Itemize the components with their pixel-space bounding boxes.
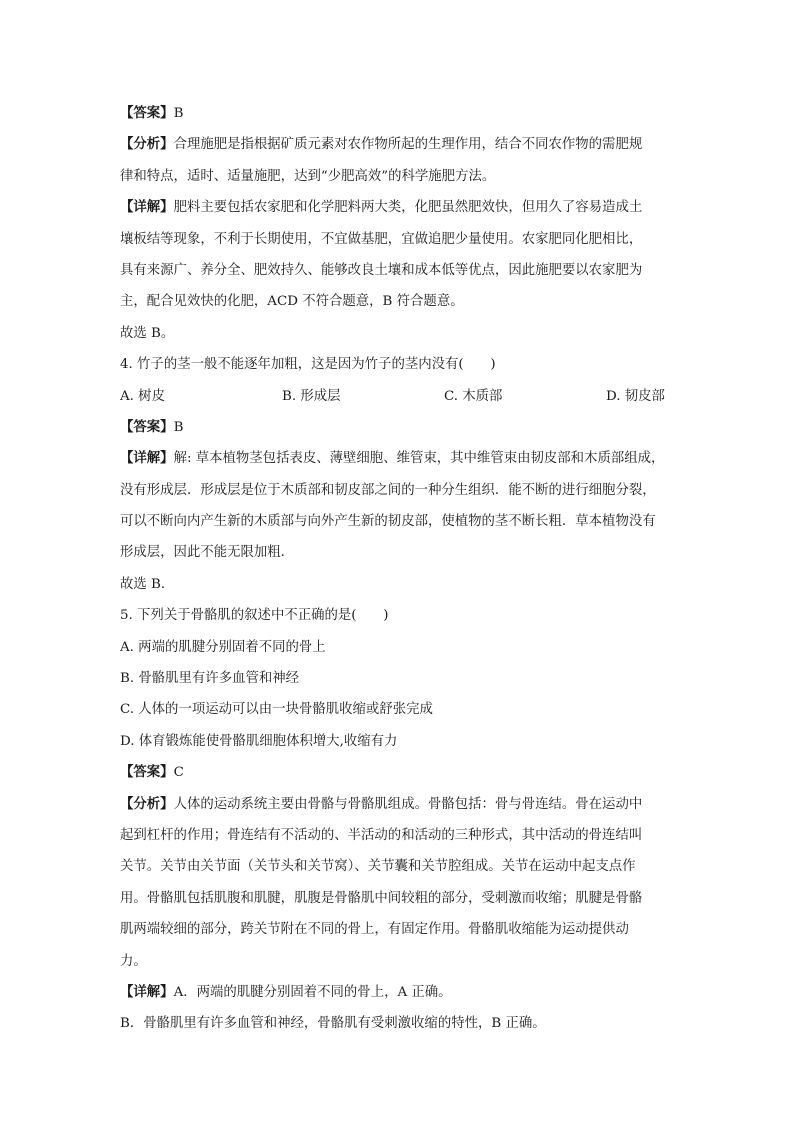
detail-tag: 【详解】	[120, 451, 174, 467]
answer-value: B	[173, 419, 184, 435]
q4-stem: 4. 竹子的茎一般不能逐年加粗，这是因为竹子的茎内没有( )	[120, 357, 496, 373]
q5-stem: 5. 下列关于骨骼肌的叙述中不正确的是( )	[120, 608, 389, 624]
q5-option-a: A. 两端的肌腱分别固着不同的骨上	[120, 639, 326, 655]
detail-text: 肥料主要包括农家肥和化学肥料两大类，化肥虽然肥效快，但用久了容易造成土	[173, 200, 643, 216]
q3-detail-cont: 具有来源广、养分全、肥效持久、能够改良土壤和成本低等优点，因此施肥要以农家肥为	[120, 262, 643, 278]
analysis-text: 合理施肥是指根据矿质元素对农作物所起的生理作用，结合不同农作物的需肥规	[173, 137, 643, 153]
answer-tag: 【答案】	[120, 106, 174, 121]
q3-conclusion: 故选 B。	[120, 325, 175, 341]
detail-tag: 【详解】	[120, 984, 174, 1000]
analysis-text: 人体的运动系统主要由骨骼与骨骼肌组成。骨骼包括：骨与骨连结。骨在运动中	[173, 796, 643, 812]
q3-analysis-cont: 律和特点，适时、适量施肥，达到“少肥高效”的科学施肥方法。	[120, 168, 496, 184]
q3-detail-cont: 主，配合见效快的化肥，ACD 不符合题意，B 符合题意。	[120, 294, 464, 310]
answer-value: C	[173, 765, 184, 781]
q5-detail	[120, 977, 684, 1008]
q4-option-d: D. 韧皮部	[606, 388, 665, 404]
detail-text: 解: 草本植物茎包括表皮、薄壁细胞、维管束，其中维管束由韧皮部和木质部组成，	[173, 451, 665, 467]
q3-analysis	[120, 129, 684, 160]
q4-option-a: A. 树皮	[120, 388, 165, 404]
q4-option-b: B. 形成层	[282, 388, 341, 404]
q3-detail	[120, 192, 684, 223]
q5-option-d: D. 体育锻炼能使骨骼肌细胞体积增大,收缩有力	[120, 733, 398, 749]
q4-detail	[120, 443, 684, 474]
q3-detail-cont: 壤板结等现象，不利于长期使用，不宜做基肥，宜做追肥少量使用。农家肥同化肥相比，	[120, 231, 643, 247]
analysis-tag: 【分析】	[120, 137, 174, 153]
q5-detail-cont: B．骨骼肌里有许多血管和神经，骨骼肌有受刺激收缩的特性，B 正确。	[120, 1016, 546, 1032]
q5-analysis-cont: 用。骨骼肌包括肌腹和肌腱，肌腹是骨骼肌中间较粗的部分，受刺激而收缩；肌腱是骨骼	[120, 890, 643, 906]
q4-option-c: C. 木质部	[444, 388, 503, 404]
q5-answer	[120, 757, 684, 788]
q4-detail-cont: 形成层，因此不能无限加粗．	[120, 545, 295, 561]
q5-analysis-cont: 关节。关节由关节面（关节头和关节窝）、关节囊和关节腔组成。关节在运动中起支点作	[120, 859, 636, 875]
detail-text: A．两端的肌腱分别固着不同的骨上，A 正确。	[173, 984, 452, 1000]
q5-option-b: B. 骨骼肌里有许多血管和神经	[120, 671, 300, 687]
analysis-tag: 【分析】	[120, 796, 174, 812]
q5-analysis-cont: 肌两端较细的部分，跨关节附在不同的骨上，有固定作用。骨骼肌收缩能为运动提供动	[120, 922, 629, 938]
detail-tag: 【详解】	[120, 200, 174, 216]
q4-conclusion: 故选 B．	[120, 576, 175, 592]
answer-tag: 【答案】	[120, 765, 174, 781]
q5-analysis-cont: 起到杠杆的作用；骨连结有不活动的、半活动的和活动的三种形式，其中活动的骨连结叫	[120, 827, 643, 843]
q5-analysis-cont: 力。	[120, 953, 147, 969]
q4-detail-cont: 可以不断向内产生新的木质部与向外产生新的韧皮部，使植物的茎不断长粗．草本植物没有	[120, 514, 656, 530]
answer-tag: 【答案】	[120, 419, 174, 435]
q3-answer	[120, 98, 684, 129]
q5-analysis	[120, 789, 684, 820]
q5-option-c: C. 人体的一项运动可以由一块骨骼肌收缩或舒张完成	[120, 702, 433, 718]
q4-detail-cont: 没有形成层．形成层是位于木质部和韧皮部之间的一种分生组织．能不断的进行细胞分裂，	[120, 482, 656, 498]
answer-value: B	[173, 106, 184, 121]
q4-answer	[120, 412, 684, 443]
q4-options	[120, 381, 684, 412]
